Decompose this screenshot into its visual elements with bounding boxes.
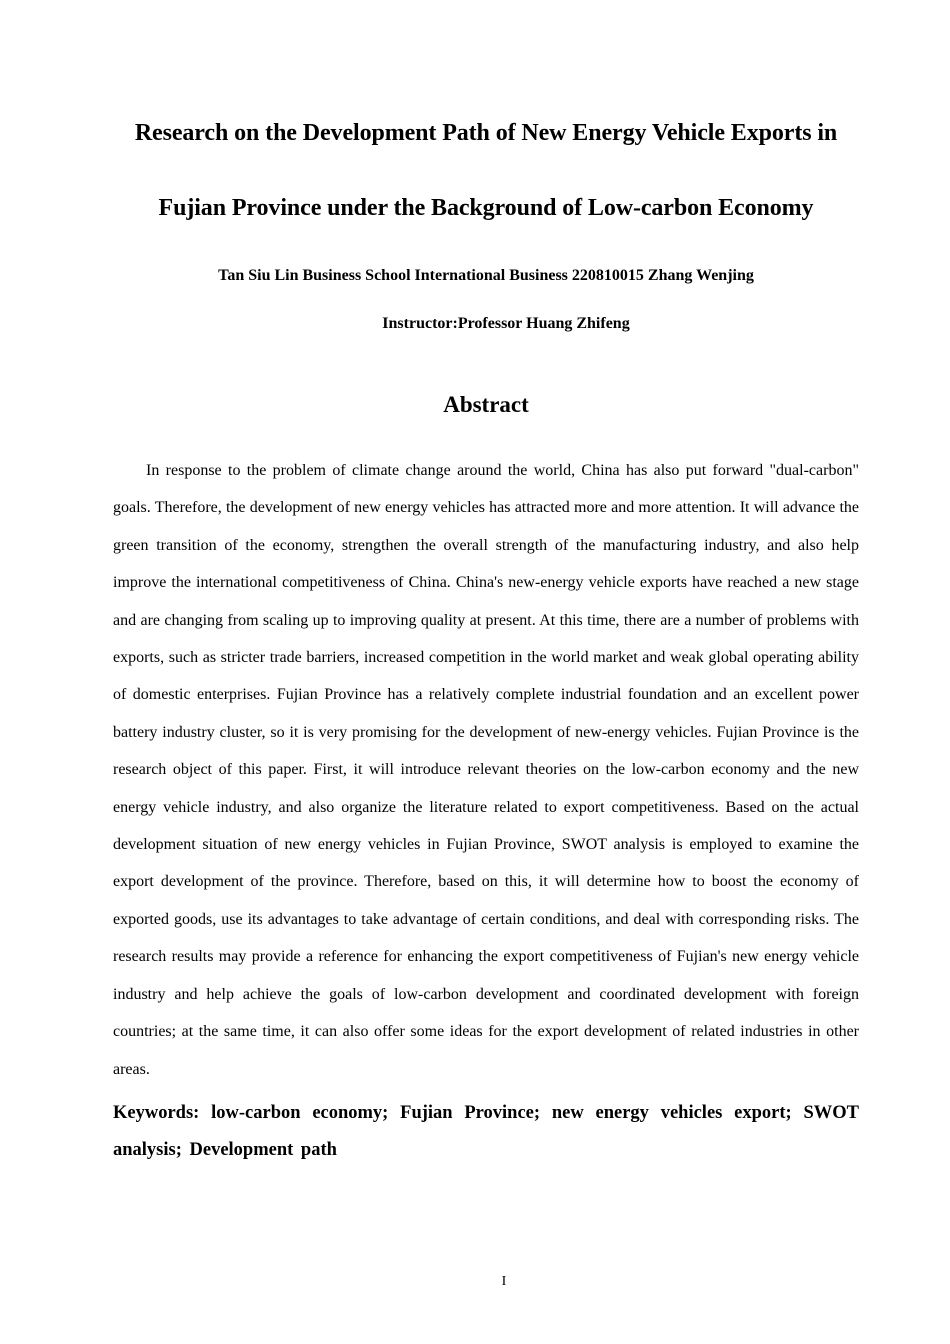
title-line-2: Fujian Province under the Background of Low-carbon Economy [158,195,814,221]
title-line-1: Research on the Development Path of New Energy Vehicle Exports in [134,120,838,146]
author-line: Tan Siu Lin Business School International Business 220810015 Zhang Wenjing [218,267,754,284]
paper-title [113,96,859,246]
abstract-body: In response to the problem of climate change around the world, China has also put forward "dual-carbon" goals. Therefore, the development of new energy vehicles has attracted more and more attention. It will advance the green transition of the economy, strengthen the overall strength of the manufacturing industry, and also help improve the international competitiveness of China. China's new-energy vehicle exports have reached a new stage and are changing from scaling up to improving quality at present. At this time, there are a number of problems with exports, such as stricter trade barriers, increased competition in the world market and weak global operating ability of domestic enterprises. Fujian Province has a relatively complete industrial foundation and an excellent power battery industry cluster, so it is very promising for the development of new-energy vehicles. Fujian Province is the research object of this paper. First, it will introduce relevant theories on the low-carbon economy and the new energy vehicle industry, and also organize the literature related to export competitiveness. Based on the actual development situation of new energy vehicles in Fujian Province, SWOT analysis is employed to examine the export development of the province. Therefore, based on this, it will determine how to boost the economy of exported goods, use its advantages to take advantage of certain conditions, and deal with corresponding risks. The research results may provide a reference for enhancing the export competitiveness of Fujian's new energy vehicle industry and help achieve the goals of low-carbon development and coordinated development with foreign countries; at the same time, it can also offer some ideas for the export development of related industries in other areas. [113,462,859,1078]
page-number: I [501,1274,507,1289]
abstract-heading: Abstract [443,392,529,417]
instructor-line: Instructor:Professor Huang Zhifeng [382,315,630,332]
keywords: Keywords: low-carbon economy; Fujian Province; new energy vehicles export; SWOT analysis; Development path [113,1103,859,1161]
